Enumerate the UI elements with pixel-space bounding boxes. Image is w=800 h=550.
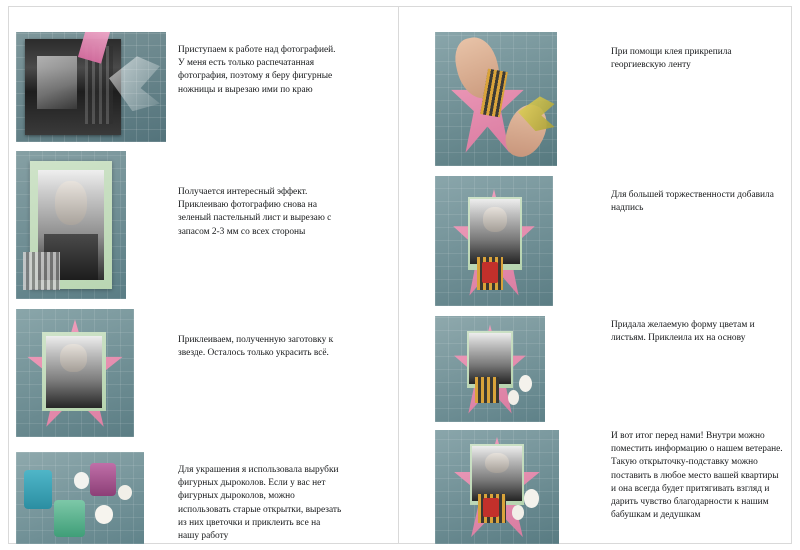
step-caption-5: При помощи клея прикрепила георгиевскую ленту xyxy=(611,47,732,71)
photo-finished-card-stand xyxy=(435,430,559,544)
step-caption-3: Приклеиваем, полученную заготовку к звезде. Осталось только украсить всё. xyxy=(178,335,334,359)
photo-attaching-st-george-ribbon xyxy=(435,32,557,166)
photo-card-with-inscription xyxy=(435,176,553,306)
step-caption-7: Придала желаемую форму цветам и листьям. Приклеила их на основу xyxy=(611,320,755,344)
step-caption-8: И вот итог перед нами! Внутри можно поместить информацию о нашем ветеране. Такую открыточку-подставку можно поставить в любое место вашей квартиры и она всегда будет притягивать взгляд и дарить чувство благодарности к нашим бабушкам и дедушкам xyxy=(611,431,783,521)
photo-punches-and-paper-flowers xyxy=(16,452,144,544)
right-column xyxy=(399,6,792,544)
photo-cutting-printed-photograph xyxy=(16,32,166,142)
step-caption-6: Для большей торжественности добавила надпись xyxy=(611,190,774,214)
step-caption-4: Для украшения я использовала вырубки фигурных дыроколов. Если у вас нет фигурных дыроколов, можно использовать старые открытки, вырезать из них цветочки и приклеить все на нашу работу xyxy=(178,465,342,542)
photo-blank-glued-to-star xyxy=(16,309,134,437)
photo-shaped-flowers-and-leaves xyxy=(435,316,545,422)
photo-portrait-on-green-pastel-sheet xyxy=(16,151,126,299)
left-column xyxy=(8,6,398,544)
step-caption-1: Приступаем к работе над фотографией. У меня есть только распечатанная фотография, поэтому я беру фигурные ножницы и вырезаю ими по краю xyxy=(178,45,336,95)
step-caption-2: Получается интересный эффект. Приклеиваю фотографию снова на зеленый пастельный лист и вырезаю с запасом 2-3 мм со всех стороны xyxy=(178,187,332,237)
